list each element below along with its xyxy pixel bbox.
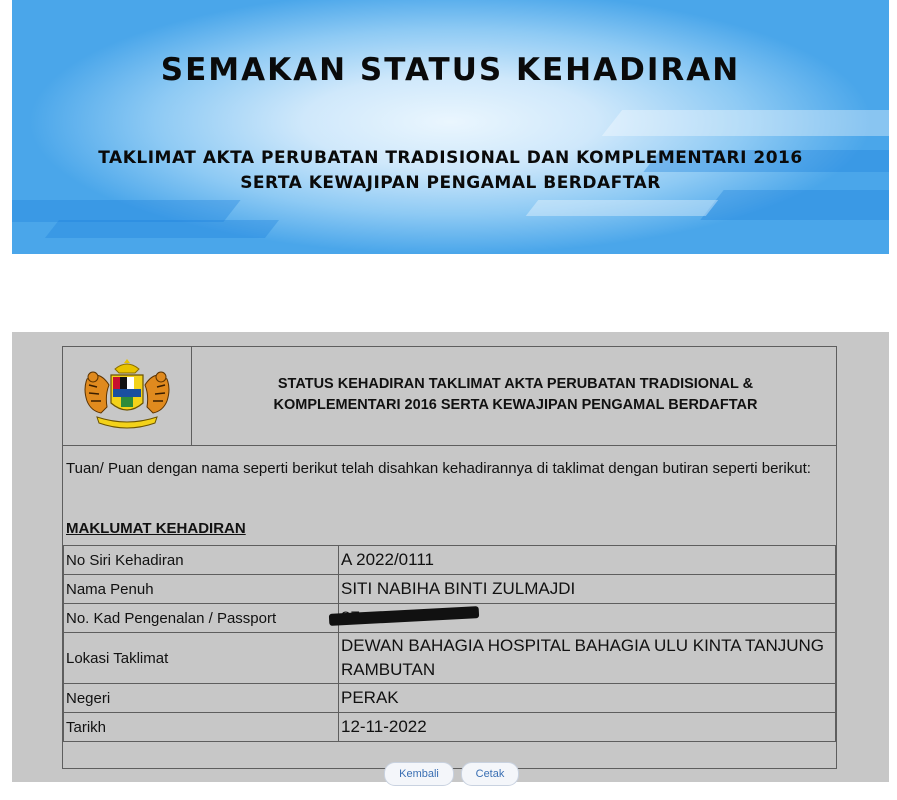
sheet-title	[203, 374, 828, 416]
sheet-header	[63, 347, 836, 446]
sheet-title-line-1: STATUS KEHADIRAN TAKLIMAT AKTA PERUBATAN TRADISIONAL &	[277, 376, 754, 392]
field-label: Tarikh	[64, 713, 339, 742]
table-row	[64, 575, 836, 604]
table-row	[64, 546, 836, 575]
header-banner	[12, 0, 889, 254]
back-button[interactable]: Kembali	[384, 762, 454, 786]
field-label: No Siri Kehadiran	[64, 546, 339, 575]
banner-subtitle-2: SERTA KEWAJIPAN PENGAMAL BERDAFTAR	[240, 173, 661, 193]
action-buttons	[0, 762, 897, 786]
sheet-title-line-2: KOMPLEMENTARI 2016 SERTA KEWAJIPAN PENGAMAL BERDAFTAR	[273, 397, 758, 413]
field-value: SITI NABIHA BINTI ZULMAJDI	[339, 575, 836, 604]
field-value: A 2022/0111	[339, 546, 836, 575]
attendance-sheet	[62, 346, 837, 769]
field-label: Lokasi Taklimat	[64, 633, 339, 684]
banner-title: SEMAKAN STATUS KEHADIRAN	[160, 52, 741, 88]
table-row	[64, 604, 836, 633]
field-value	[339, 604, 836, 633]
table-row	[64, 633, 836, 684]
intro-text: Tuan/ Puan dengan nama seperti berikut telah disahkan kehadirannya di taklimat dengan butiran seperti berikut:	[66, 460, 811, 477]
attendance-details-table	[63, 545, 836, 742]
attendance-status-panel	[12, 332, 889, 782]
field-value: DEWAN BAHAGIA HOSPITAL BAHAGIA ULU KINTA TANJUNG RAMBUTAN	[339, 633, 836, 684]
field-label: No. Kad Pengenalan / Passport	[64, 604, 339, 633]
logo-cell	[63, 347, 192, 445]
redacted-ic-number	[341, 606, 360, 630]
table-row	[64, 684, 836, 713]
field-value: PERAK	[339, 684, 836, 713]
field-label: Negeri	[64, 684, 339, 713]
print-button[interactable]: Cetak	[461, 762, 519, 786]
malaysia-coat-of-arms-icon	[77, 359, 177, 433]
table-row	[64, 713, 836, 742]
field-label: Nama Penuh	[64, 575, 339, 604]
banner-subtitle: TAKLIMAT AKTA PERUBATAN TRADISIONAL DAN KOMPLEMENTARI 2016	[98, 148, 803, 168]
field-value: 12-11-2022	[339, 713, 836, 742]
section-label: MAKLUMAT KEHADIRAN	[66, 520, 246, 537]
